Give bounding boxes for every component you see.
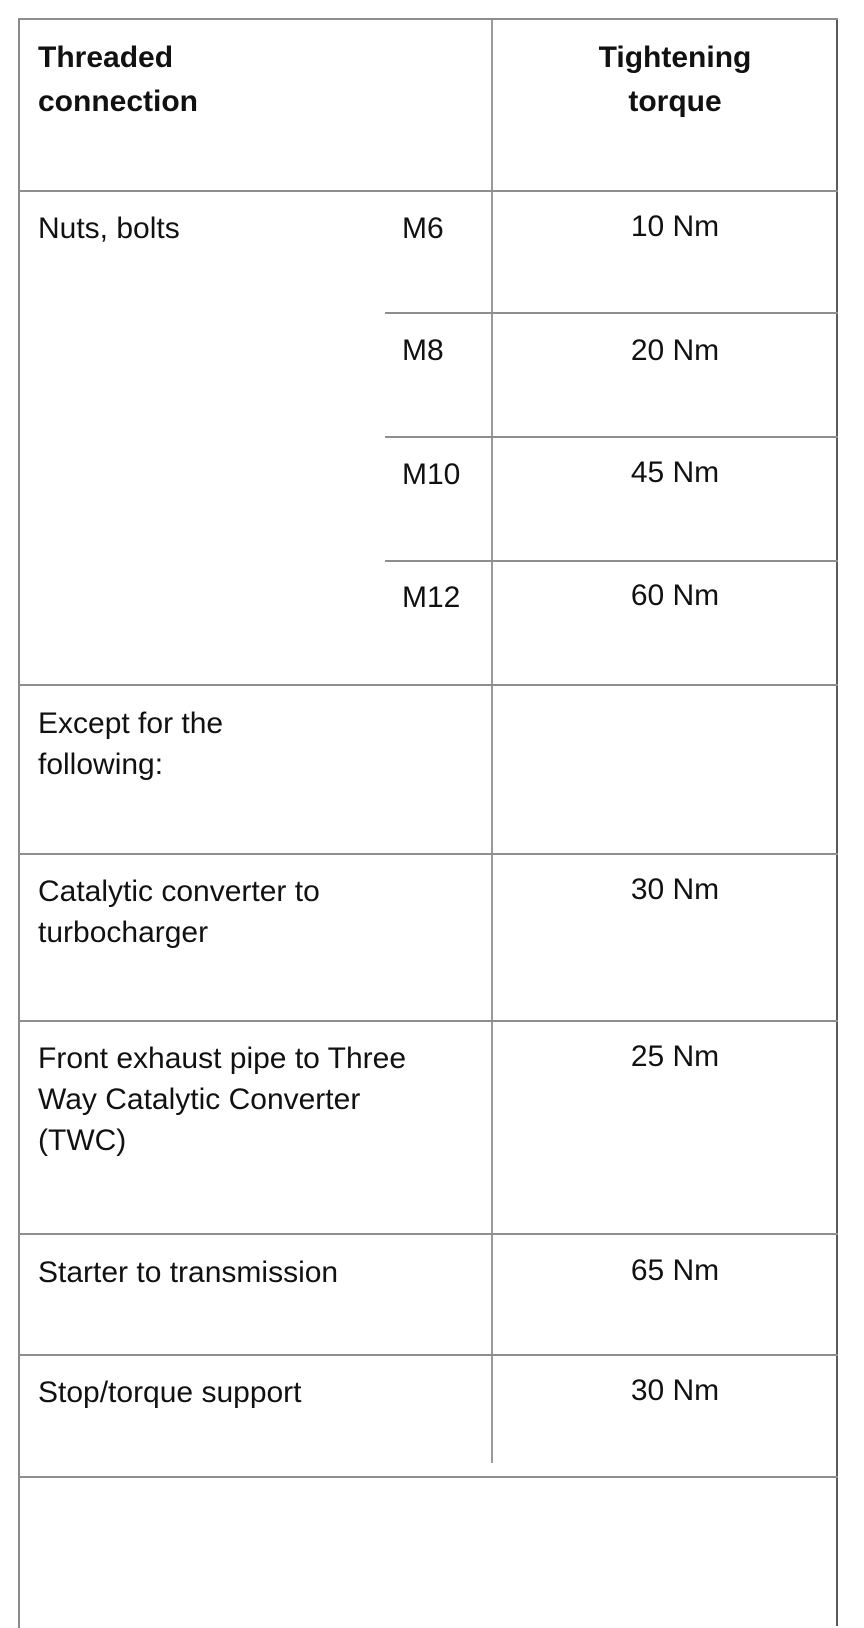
torque-value: 20 Nm [630, 334, 720, 367]
connection-name-line2: turbocharger [38, 916, 209, 949]
row-divider [18, 1020, 838, 1022]
header-connection-line1: Threaded [38, 41, 174, 74]
bolt-size: M6 [402, 212, 444, 245]
torque-value: 10 Nm [630, 210, 720, 243]
bolt-size: M12 [402, 581, 461, 614]
torque-value: 25 Nm [630, 1040, 720, 1073]
header-torque-line1: Tightening [598, 41, 752, 74]
nuts-bolts-label: Nuts, bolts [38, 212, 180, 245]
header-torque-line2: torque [628, 85, 722, 118]
bolt-size: M8 [402, 334, 444, 367]
connection-name-line1: Catalytic converter to [38, 875, 320, 908]
column-divider [491, 18, 493, 1463]
connection-name-line1: Starter to transmission [38, 1256, 339, 1289]
connection-name-line1: Front exhaust pipe to Three [38, 1042, 406, 1075]
torque-value: 65 Nm [630, 1254, 720, 1287]
row-divider [18, 1354, 838, 1356]
torque-value: 60 Nm [630, 579, 720, 612]
torque-value: 45 Nm [630, 456, 720, 489]
row-divider [18, 1476, 838, 1478]
row-divider [18, 190, 838, 192]
table-border-right [836, 18, 838, 1626]
torque-value: 30 Nm [630, 1374, 720, 1407]
connection-name-line3: (TWC) [38, 1124, 127, 1157]
row-divider [385, 312, 838, 314]
exceptions-label-line1: Except for the [38, 707, 224, 740]
connection-name-line2: Way Catalytic Converter [38, 1083, 361, 1116]
connection-name-line1: Stop/torque support [38, 1376, 302, 1409]
table-border-left [18, 18, 20, 1628]
row-divider [18, 853, 838, 855]
bolt-size: M10 [402, 458, 461, 491]
row-divider [18, 18, 838, 20]
row-divider [18, 684, 838, 686]
row-divider [385, 560, 838, 562]
row-divider [18, 1233, 838, 1235]
exceptions-label-line2: following: [38, 748, 164, 781]
torque-value: 30 Nm [630, 873, 720, 906]
row-divider [385, 436, 838, 438]
header-connection-line2: connection [38, 85, 199, 118]
